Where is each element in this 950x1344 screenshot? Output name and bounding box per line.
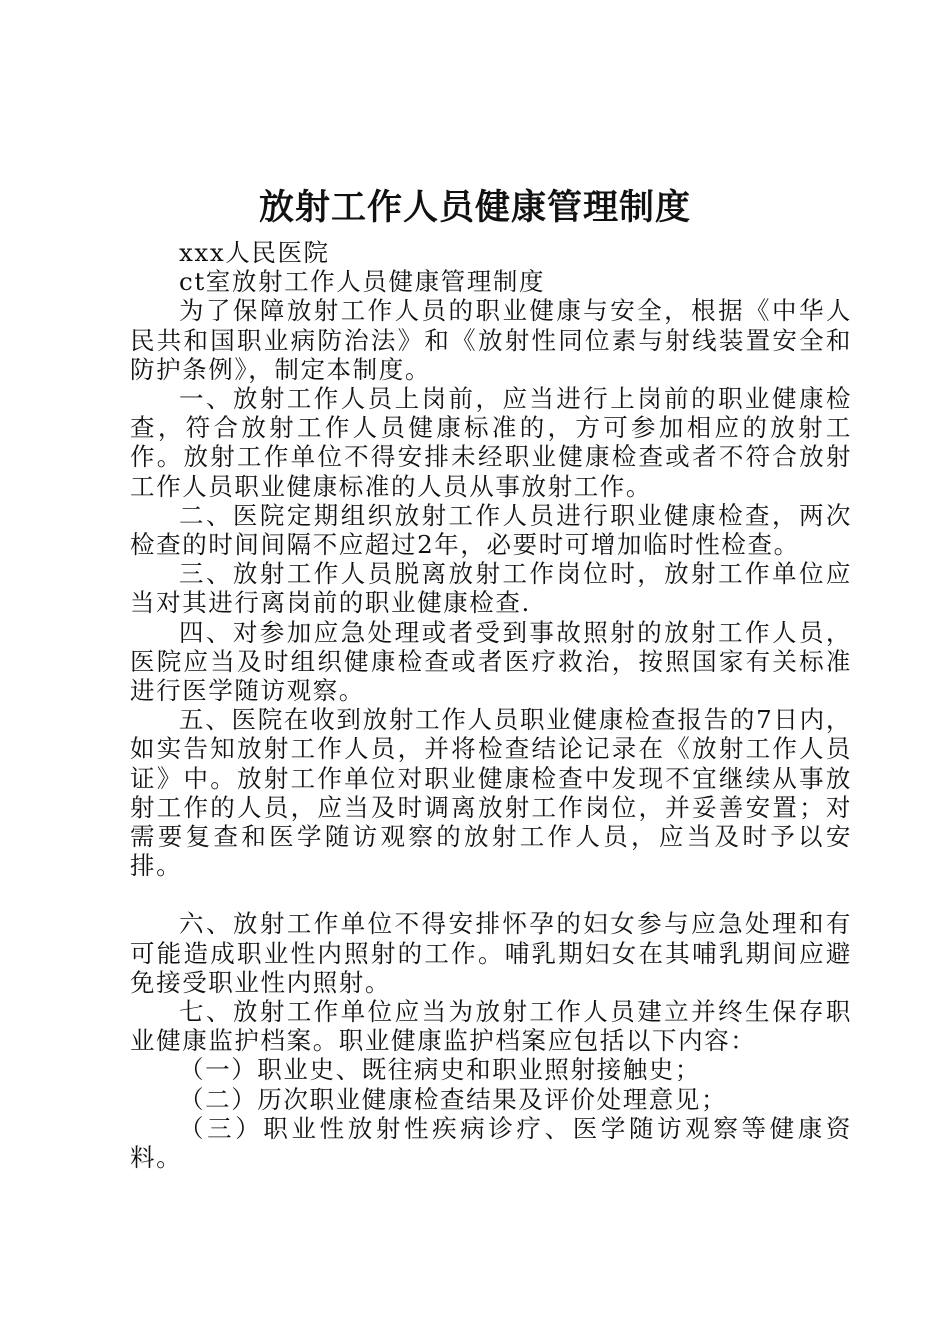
subtitle-line: ct室放射工作人员健康管理制度 <box>179 267 546 297</box>
article-7: 七、放射工作单位应当为放射工作人员建立并终生保存职业健康监护档案。职业健康监护档案应包括以下内容： <box>130 997 852 1056</box>
article-7-item-3: （三）职业性放射性疾病诊疗、医学随访观察等健康资料。 <box>130 1113 852 1173</box>
article-6: 六、放射工作单位不得安排怀孕的妇女参与应急处理和有可能造成职业性内照射的工作。哺乳期妇女在其哺乳期间应避免接受职业性内照射。 <box>130 909 852 997</box>
document-body <box>130 238 852 1172</box>
article-4: 四、对参加应急处理或者受到事故照射的放射工作人员，医院应当及时组织健康检查或者医疗救治，按照国家有关标准进行医学随访观察。 <box>130 617 852 706</box>
article-7-item-2: （二）历次职业健康检查结果及评价处理意见； <box>179 1084 728 1114</box>
article-2: 二、医院定期组织放射工作人员进行职业健康检查，两次检查的时间间隔不应超过2年，必要时可增加临时性检查。 <box>130 500 852 560</box>
hospital-name: xxx人民医院 <box>179 238 330 267</box>
article-5: 五、医院在收到放射工作人员职业健康检查报告的7日内，如实告知放射工作人员，并将检查结论记录在《放射工作人员证》中。放射工作单位对职业健康检查中发现不宜继续从事放射工作的人员，应当及时调离放射工作岗位，并妥善安置；对需要复查和医学随访观察的放射工作人员，应当及时予以安排。 <box>130 705 852 881</box>
article-7-item-1: （一）职业史、既往病史和职业照射接触史； <box>179 1055 701 1085</box>
preamble-paragraph: 为了保障放射工作人员的职业健康与安全，根据《中华人民共和国职业病防治法》和《放射性同位素与射线装置安全和防护条例》，制定本制度。 <box>130 296 852 384</box>
article-3: 三、放射工作人员脱离放射工作岗位时，放射工作单位应当对其进行离岗前的职业健康检查. <box>130 559 852 618</box>
article-1: 一、放射工作人员上岗前，应当进行上岗前的职业健康检查，符合放射工作人员健康标准的，方可参加相应的放射工作。放射工作单位不得安排未经职业健康检查或者不符合放射工作人员职业健康标准的人员从事放射工作。 <box>130 384 852 501</box>
document-title: 放射工作人员健康管理制度 <box>258 188 691 228</box>
